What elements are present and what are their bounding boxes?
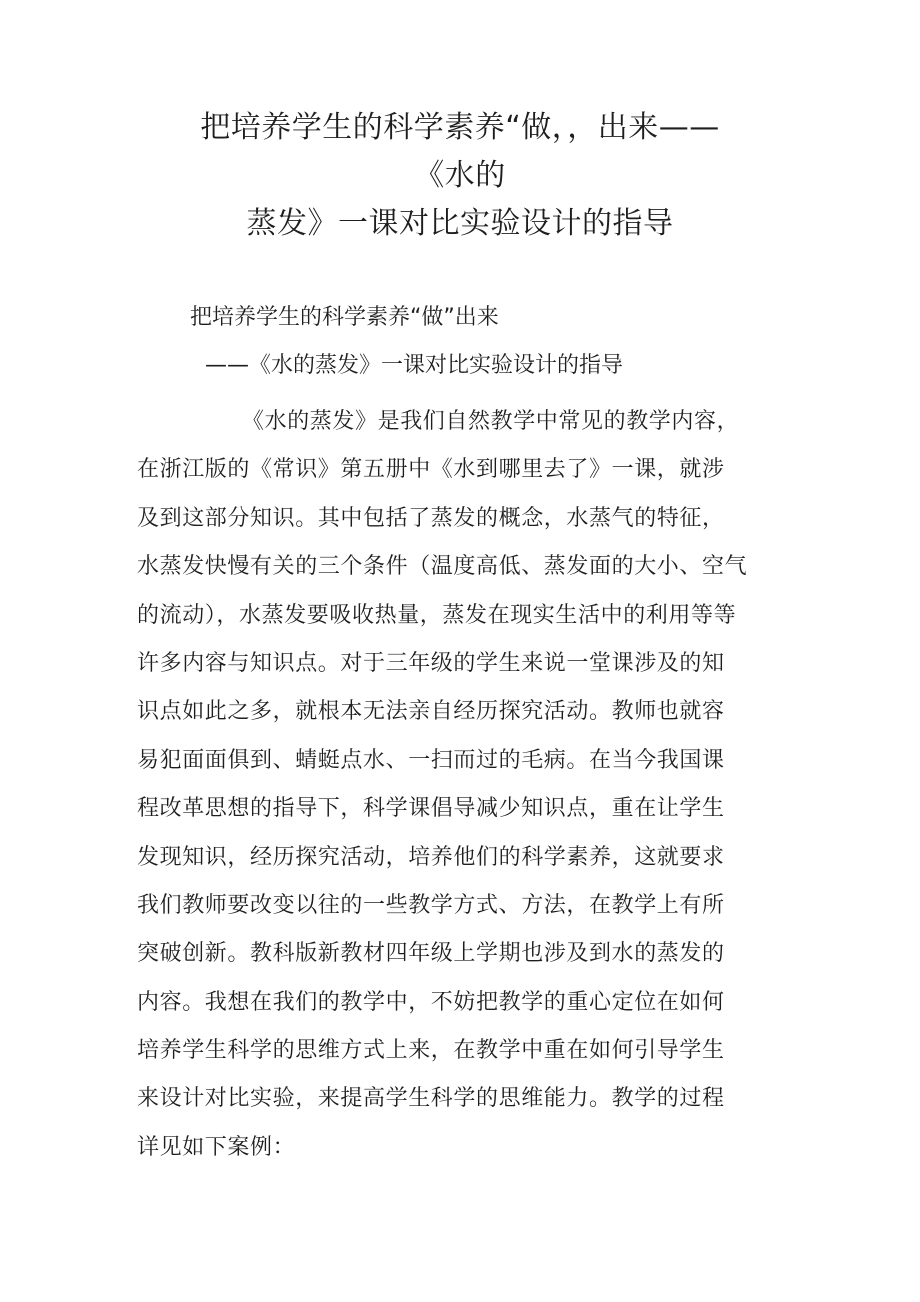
body-line: 内容。我想在我们的教学中，不妨把教学的重心定位在如何 [137, 989, 725, 1015]
body-line: 发现知识，经历探究活动，培养他们的科学素养，这就要求 [137, 844, 725, 870]
body-line: 易犯面面俱到、蜻蜓点水、一扫而过的毛病。在当今我国课 [137, 747, 725, 773]
document-title [0, 104, 920, 248]
title-line-1: 把培养学生的科学素养“做，，出来—— [200, 110, 720, 145]
body-line: 突破创新。教科版新教材四年级上学期也涉及到水的蒸发的 [137, 941, 725, 967]
body-line: 识点如此之多，就根本无法亲自经历探究活动。教师也就容 [137, 699, 725, 725]
body-line: 详见如下案例： [137, 1134, 296, 1160]
body-line: 在浙江版的《常识》第五册中《水到哪里去了》一课，就涉 [137, 457, 725, 483]
body-paragraph [137, 398, 777, 1172]
document-subtitle-2: ——《水的蒸发》一课对比实验设计的指导 [205, 353, 624, 378]
title-line-2: 《水的 [414, 158, 506, 193]
document-subtitle: 把培养学生的科学素养“做”出来 [190, 305, 499, 330]
body-line: 《水的蒸发》是我们自然教学中常见的教学内容， [242, 409, 740, 434]
body-line: 程改革思想的指导下，科学课倡导减少知识点，重在让学生 [137, 796, 725, 822]
body-line: 水蒸发快慢有关的三个条件（温度高低、蒸发面的大小、空气 [137, 554, 748, 580]
body-line: 我们教师要改变以往的一些教学方式、方法，在教学上有所 [137, 892, 725, 918]
body-line: 及到这部分知识。其中包括了蒸发的概念，水蒸气的特征， [137, 505, 725, 531]
title-line-3: 蒸发》一课对比实验设计的指导 [246, 206, 674, 241]
body-line: 的流动），水蒸发要吸收热量，蒸发在现实生活中的利用等等 [137, 602, 737, 628]
body-line: 许多内容与知识点。对于三年级的学生来说一堂课涉及的知 [137, 650, 725, 676]
body-line: 来设计对比实验，来提高学生科学的思维能力。教学的过程 [137, 1086, 725, 1112]
body-line: 培养学生科学的思维方式上来，在教学中重在如何引导学生 [137, 1038, 725, 1064]
